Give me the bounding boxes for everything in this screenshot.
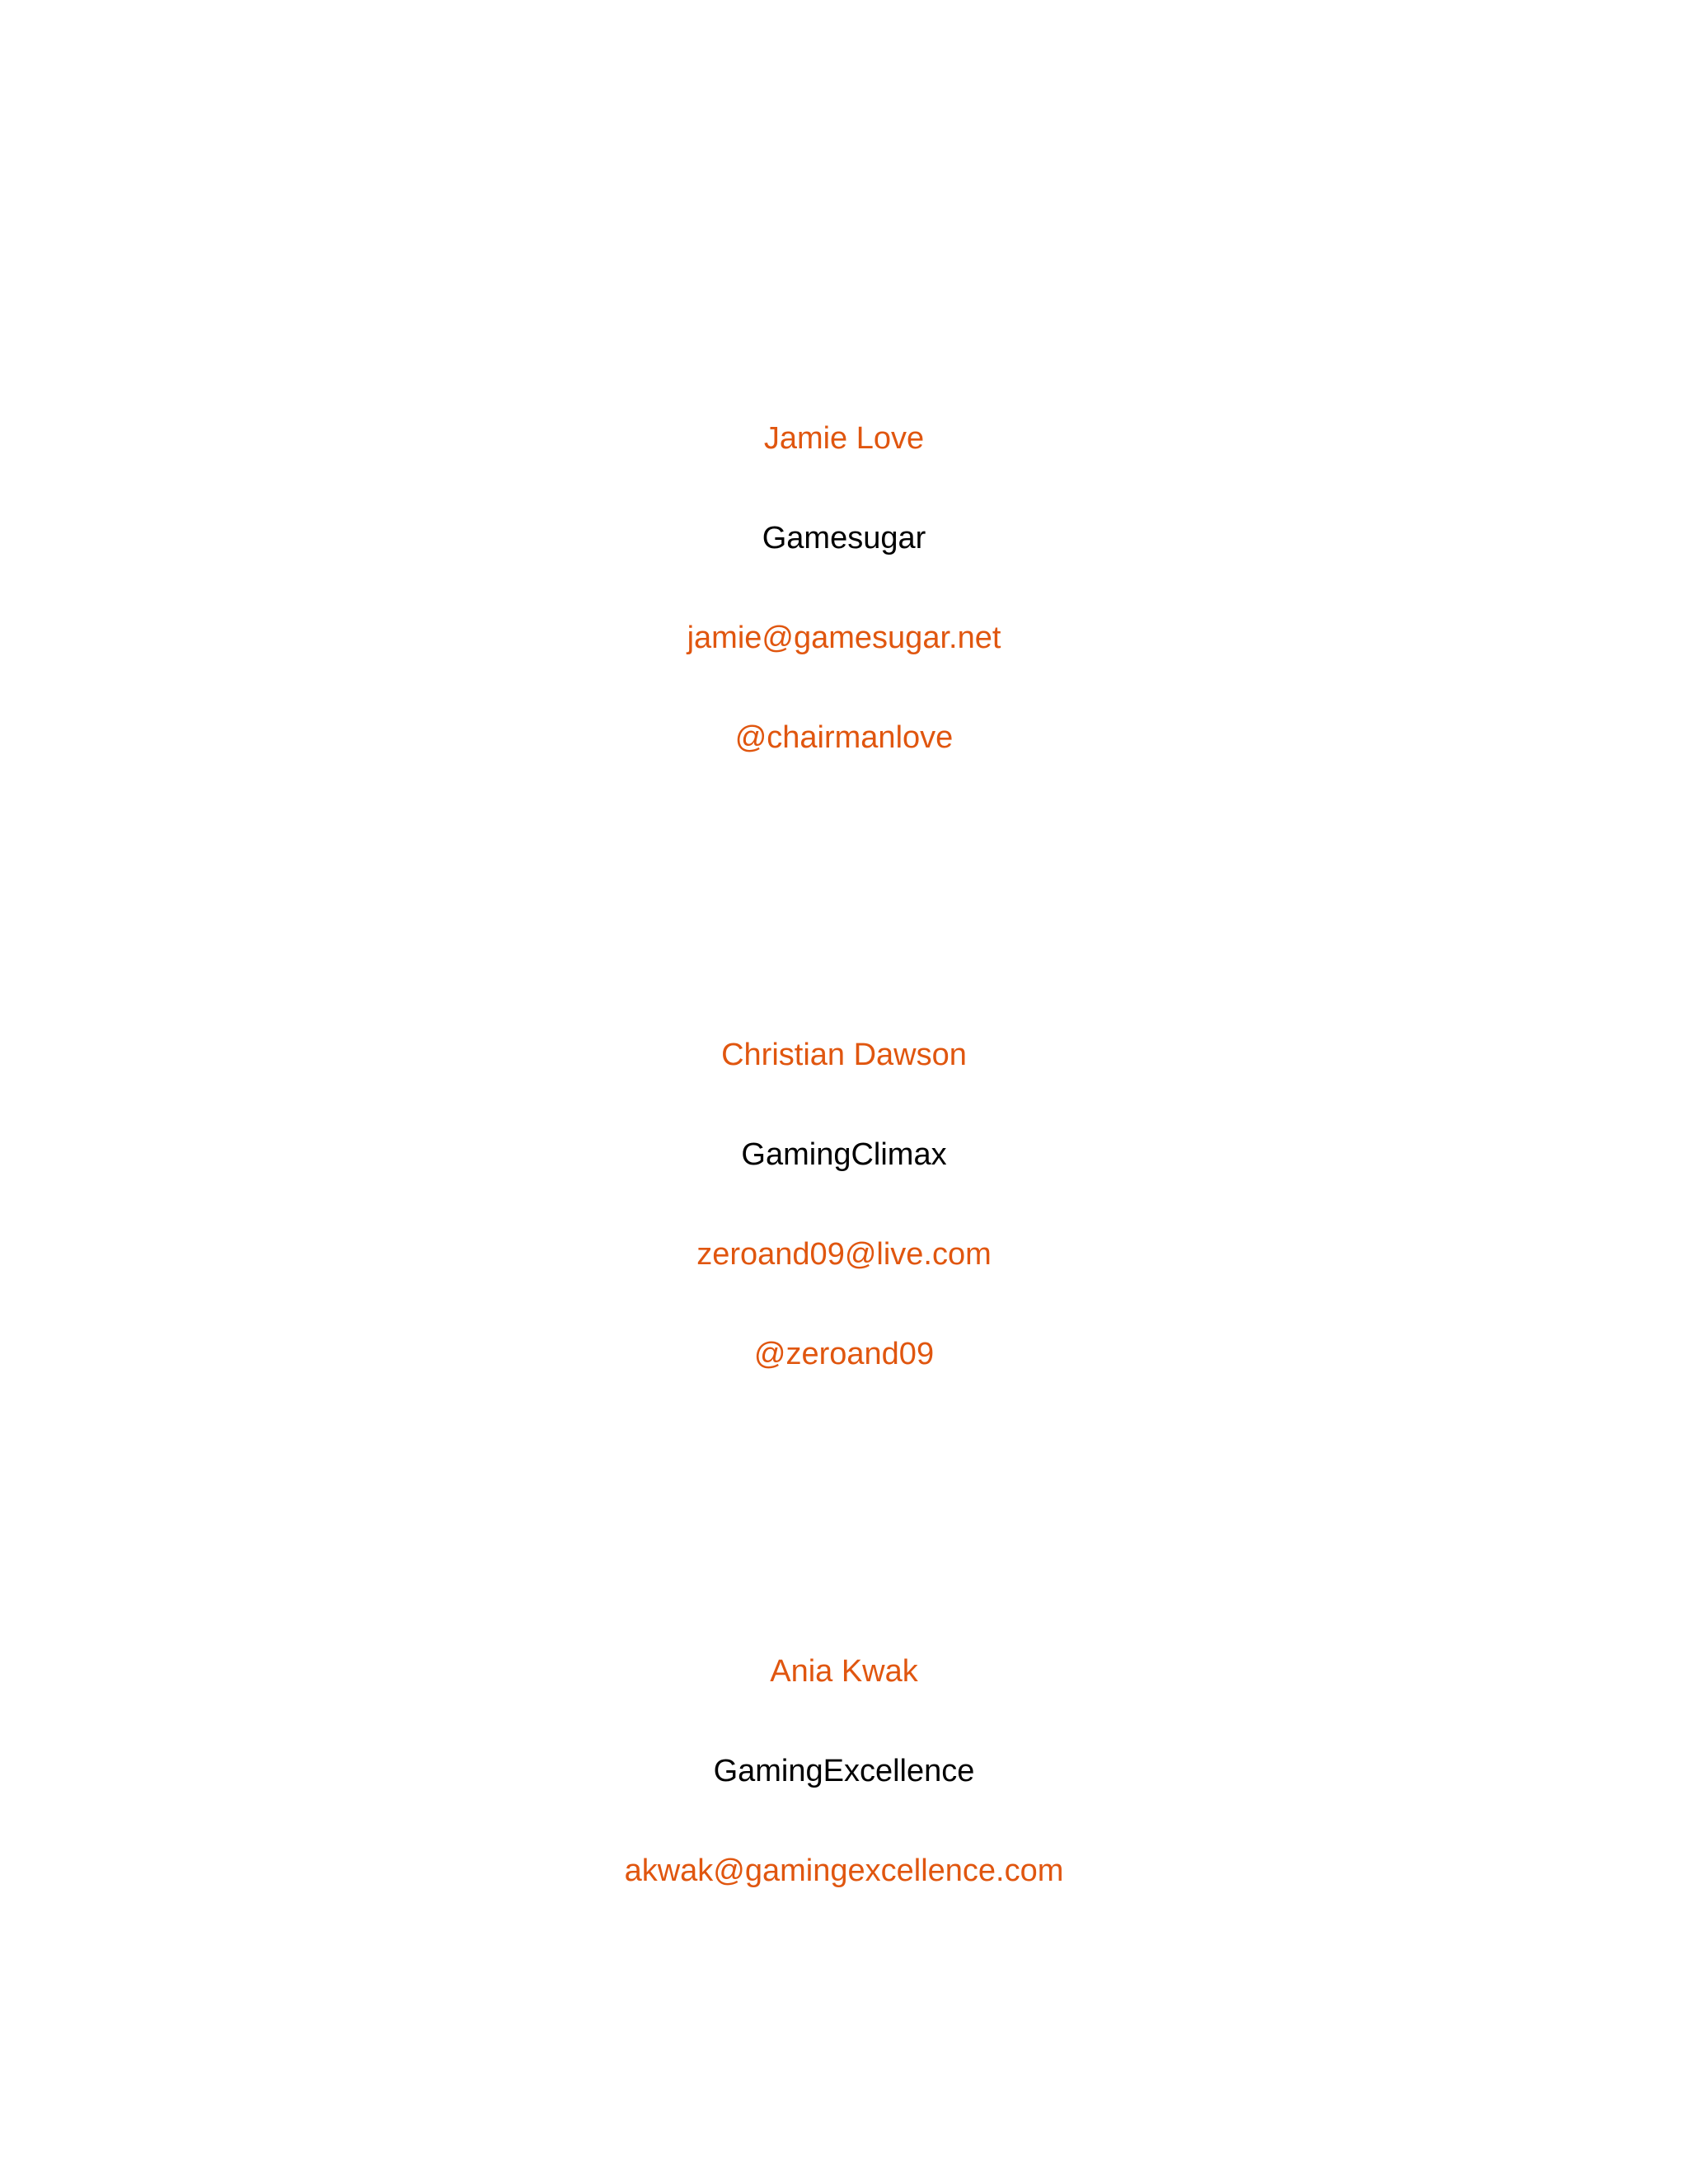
contact-site: Gamesugar [762, 521, 926, 555]
contact-twitter-link[interactable]: @chairmanlove [734, 720, 954, 755]
contact-name: Christian Dawson [721, 1038, 967, 1072]
contact-site: GamingClimax [741, 1137, 947, 1172]
contact-email-link[interactable]: jamie@gamesugar.net [687, 621, 1001, 655]
contact-email-link[interactable]: akwak@gamingexcellence.com [624, 1854, 1064, 1888]
contact-twitter-link[interactable]: @zeroand09 [753, 1337, 935, 1371]
contact-site: GamingExcellence [713, 1754, 975, 1788]
contact-name: Jamie Love [763, 421, 925, 456]
contact-email-link[interactable]: zeroand09@live.com [696, 1237, 992, 1272]
contact-name: Ania Kwak [770, 1654, 918, 1689]
